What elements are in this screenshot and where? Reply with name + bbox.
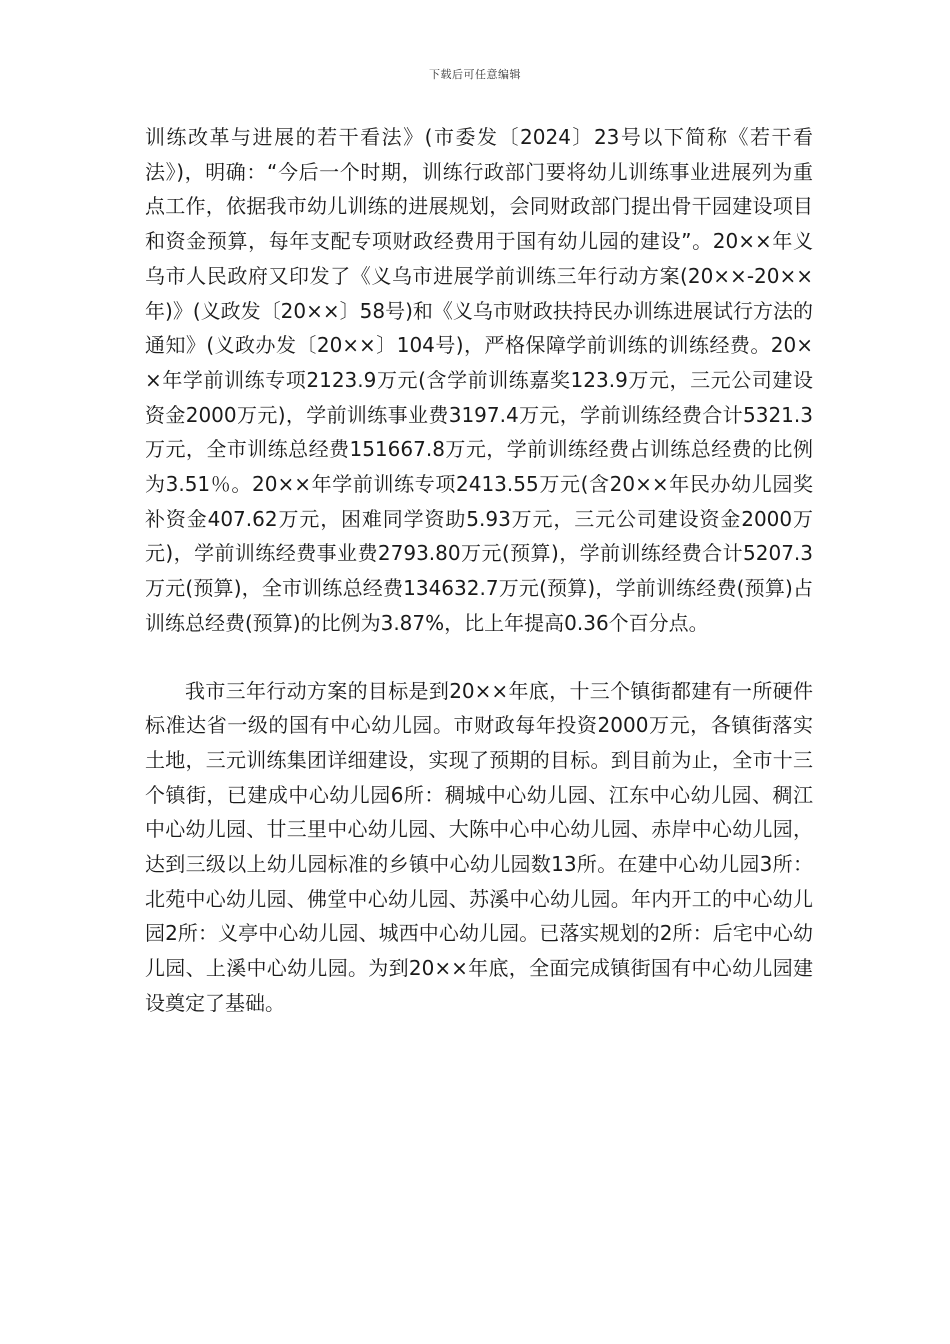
paragraph-kindergarten-plan: 我市三年行动方案的目标是到20××年底，十三个镇街都建有一所硬件标准达省一级的国有中心幼儿园。市财政每年投资2000万元，各镇街落实土地，三元训练集团详细建设，实现了预期的目标。到目前为止，全市十三个镇街，已建成中心幼儿园6所：稠城中心幼儿园、江东中心幼儿园、稠江中心幼儿园、廿三里中心幼儿园、大陈中心中心幼儿园、赤岸中心幼儿园，达到三级以上幼儿园标准的乡镇中心幼儿园数13所。在建中心幼儿园3所：北苑中心幼儿园、佛堂中心幼儿园、苏溪中心幼儿园。年内开工的中心幼儿园2所：义亭中心幼儿园、城西中心幼儿园。已落实规划的2所：后宅中心幼儿园、上溪中心幼儿园。为到20××年底，全面完成镇街国有中心幼儿园建设奠定了基础。 [145,678,813,1015]
document-body [145,120,813,1021]
paragraph-funding: 训练改革与进展的若干看法》(市委发〔2024〕23号以下简称《若干看法》)，明确：“今后一个时期，训练行政部门要将幼儿训练事业进展列为重点工作，依据我市幼儿训练的进展规划，会同财政部门提出骨干园建设项目和资金预算，每年支配专项财政经费用于国有幼儿园的建设”。20××年义乌市人民政府又印发了《义乌市进展学前训练三年行动方案(20××-20××年)》(义政发〔20××〕58号)和《义乌市财政扶持民办训练进展试行方法的通知》(义政办发〔20××〕104号)，严格保障学前训练的训练经费。20××年学前训练专项2123.9万元(含学前训练嘉奖123.9万元，三元公司建设资金2000万元)，学前训练事业费3197.4万元，学前训练经费合计5321.3万元，全市训练总经费151667.8万元，学前训练经费占训练总经费的比例为3.51％。20××年学前训练专项2413.55万元(含20××年民办幼儿园奖补资金407.62万元，困难同学资助5.93万元，三元公司建设资金2000万元)，学前训练经费事业费2793.80万元(预算)，学前训练经费合计5207.3万元(预算)，全市训练总经费134632.7万元(预算)，学前训练经费(预算)占训练总经费(预算)的比例为3.87%，比上年提高0.36个百分点。 [145,125,813,635]
page-header: 下载后可任意编辑 [429,68,521,81]
